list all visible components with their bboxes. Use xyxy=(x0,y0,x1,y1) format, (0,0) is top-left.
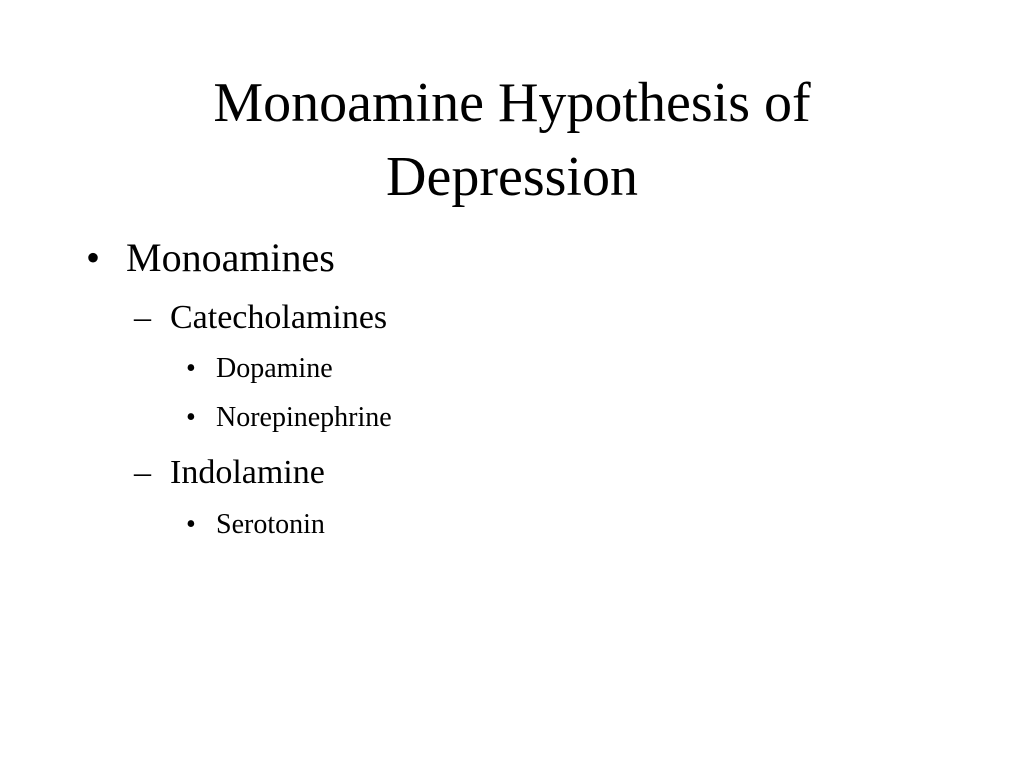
bullet-norepinephrine xyxy=(186,401,392,435)
bullet-serotonin xyxy=(186,508,325,542)
bullet-text: Monoamines xyxy=(126,235,335,280)
bullet-text: Catecholamines xyxy=(170,299,388,336)
bullet-text: Serotonin xyxy=(216,509,325,540)
dash-marker: – xyxy=(134,454,151,491)
title-line-2: Depression xyxy=(386,146,638,208)
bullet-text: Norepinephrine xyxy=(216,402,392,433)
bullet-marker: • xyxy=(186,509,196,540)
bullet-marker: • xyxy=(186,402,196,433)
bullet-text: Indolamine xyxy=(170,454,325,491)
bullet-monoamines xyxy=(86,236,335,280)
bullet-dopamine xyxy=(186,352,333,386)
bullet-marker: • xyxy=(86,235,101,280)
dash-marker: – xyxy=(134,299,151,336)
slide-title xyxy=(0,66,1024,214)
bullet-text: Dopamine xyxy=(216,353,333,384)
bullet-marker: • xyxy=(186,353,196,384)
bullet-catecholamines xyxy=(134,298,387,338)
bullet-indolamine xyxy=(134,453,325,493)
title-line-1: Monoamine Hypothesis of xyxy=(213,72,811,134)
